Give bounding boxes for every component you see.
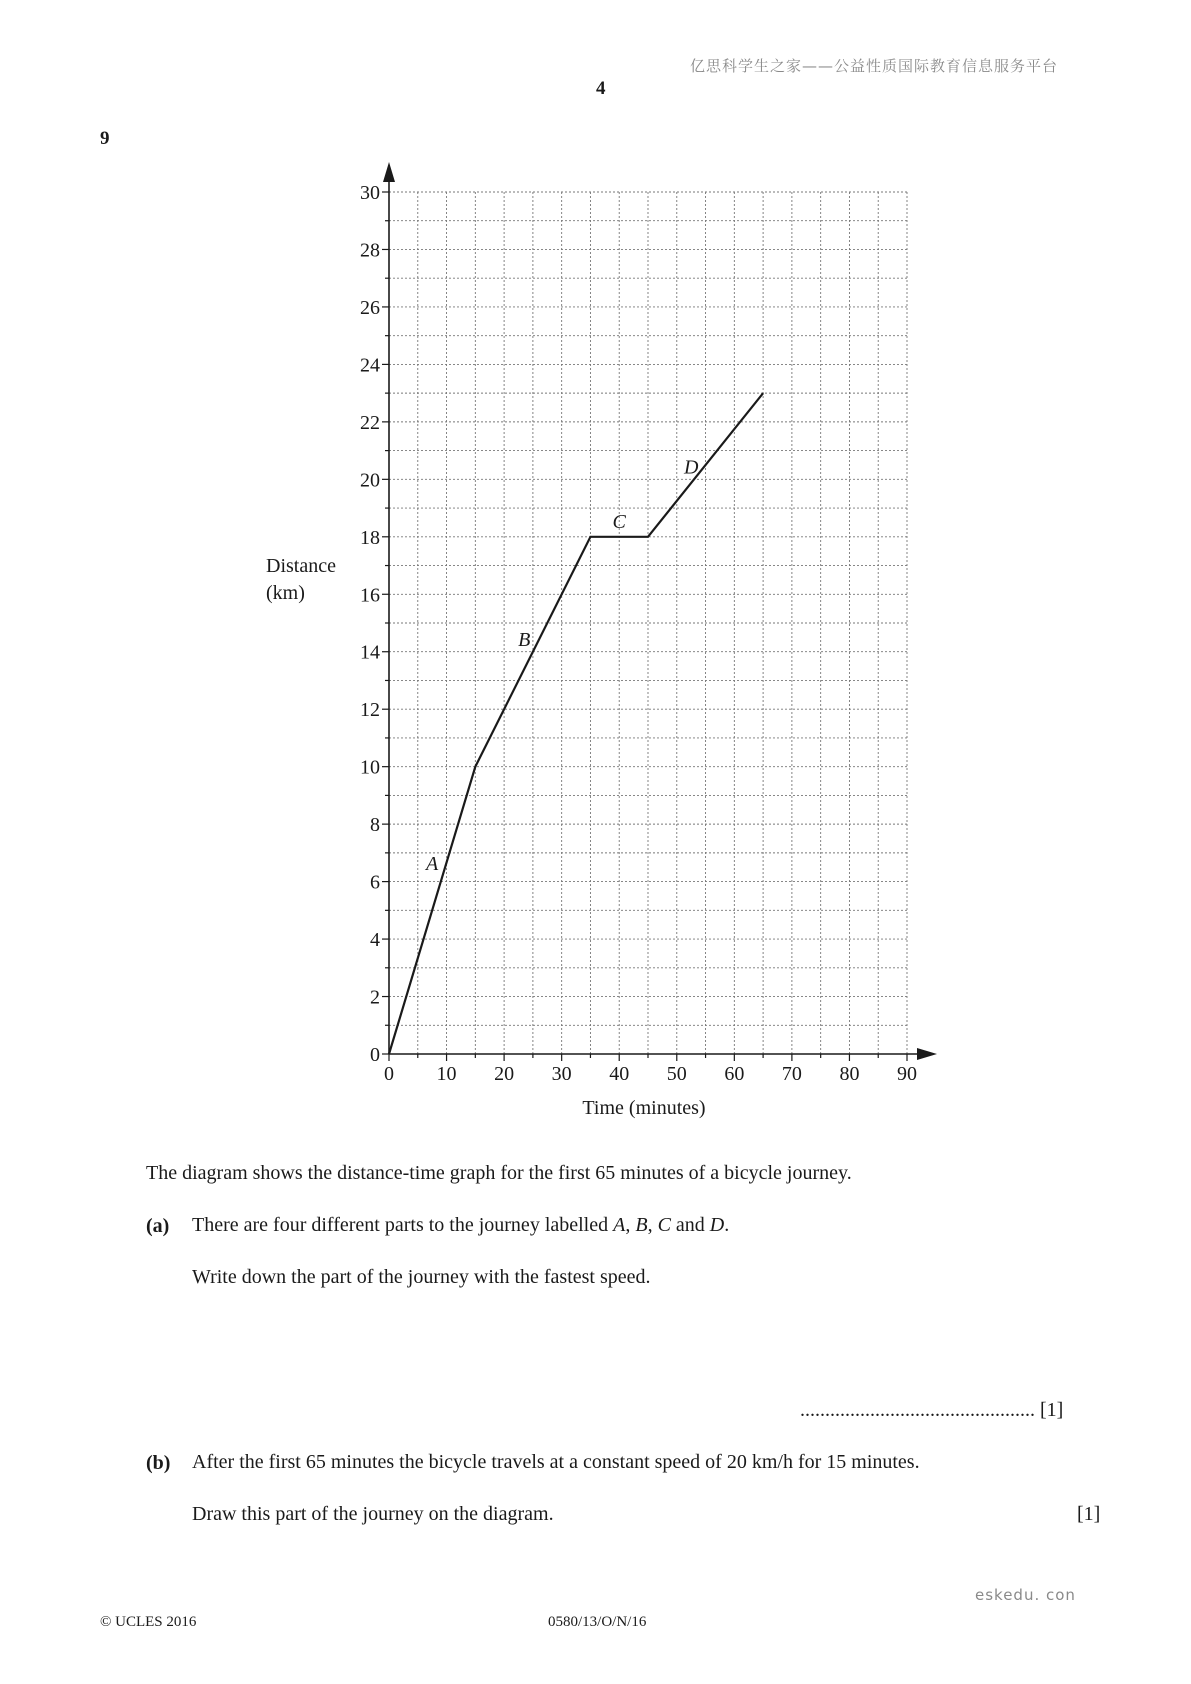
y-axis-label-line2: (km): [266, 582, 305, 604]
y-tick-label: 22: [360, 411, 380, 434]
y-tick-label: 14: [360, 641, 380, 664]
segment-label-a: A: [426, 853, 439, 876]
y-tick-label: 8: [370, 814, 380, 837]
y-tick-label: 24: [360, 354, 380, 377]
x-tick-label: 0: [384, 1063, 394, 1085]
segment-label-d: D: [683, 456, 699, 479]
y-tick-label: 30: [360, 182, 380, 204]
y-axis-label-line1: Distance: [266, 555, 336, 577]
y-tick-label: 28: [360, 239, 380, 262]
x-tick-label: 80: [839, 1063, 860, 1085]
x-tick-label: 70: [781, 1063, 802, 1085]
var-c: C: [657, 1214, 671, 1236]
series-line-journey: [389, 393, 763, 1054]
watermark-text: 亿思科学生之家——公益性质国际教育信息服务平台: [690, 57, 1059, 75]
x-tick-label: 10: [436, 1063, 457, 1085]
part-b-line1: After the first 65 minutes the bicycle travels at a constant speed of 20 km/h for 15 minutes.: [192, 1451, 920, 1473]
y-tick-label: 4: [370, 929, 380, 952]
y-tick-label: 18: [360, 526, 380, 549]
x-tick-label: 20: [494, 1063, 515, 1085]
page-number: 4: [596, 78, 606, 99]
x-axis-label: Time (minutes): [582, 1097, 706, 1119]
part-a-line2: Write down the part of the journey with the fastest speed.: [192, 1266, 651, 1288]
y-tick-label: 20: [360, 469, 380, 492]
y-axis-arrow-icon: [383, 162, 395, 182]
part-a-marks: [1]: [1040, 1399, 1064, 1421]
y-tick-label: 2: [370, 986, 380, 1009]
part-a-answer-line[interactable]: [800, 1400, 1063, 1420]
site-watermark: eskedu. con: [975, 1586, 1076, 1604]
var-a: A: [613, 1214, 626, 1236]
segment-label-b: B: [518, 628, 531, 651]
y-tick-label: 12: [360, 699, 380, 722]
x-axis-arrow-icon: [917, 1048, 937, 1060]
x-tick-label: 50: [666, 1063, 687, 1085]
y-tick-label: 16: [360, 584, 380, 607]
segment-label-c: C: [612, 511, 626, 534]
y-tick-label: 26: [360, 296, 380, 319]
x-tick-label: 90: [897, 1063, 917, 1085]
footer-copyright: © UCLES 2016: [100, 1614, 197, 1630]
part-a-label: (a): [146, 1215, 170, 1237]
question-number: 9: [100, 128, 110, 149]
part-a-line1: There are four different parts to the journey labelled A, B, C and D.: [192, 1214, 730, 1236]
question-intro: The diagram shows the distance-time graph for the first 65 minutes of a bicycle journey.: [146, 1162, 852, 1184]
part-b-line2: Draw this part of the journey on the diagram.: [192, 1503, 554, 1525]
y-tick-label: 0: [370, 1044, 380, 1066]
part-b-label: (b): [146, 1452, 171, 1474]
var-b: B: [635, 1214, 648, 1236]
y-tick-label: 10: [360, 756, 380, 779]
x-tick-label: 30: [551, 1063, 572, 1085]
footer-code: 0580/13/O/N/16: [548, 1614, 647, 1630]
answer-dots[interactable]: ...............................................: [800, 1399, 1035, 1421]
x-tick-label: 40: [609, 1063, 630, 1085]
y-tick-label: 6: [370, 871, 380, 894]
x-tick-label: 60: [724, 1063, 745, 1085]
var-d: D: [709, 1214, 725, 1236]
part-b-marks: [1]: [1077, 1503, 1101, 1525]
